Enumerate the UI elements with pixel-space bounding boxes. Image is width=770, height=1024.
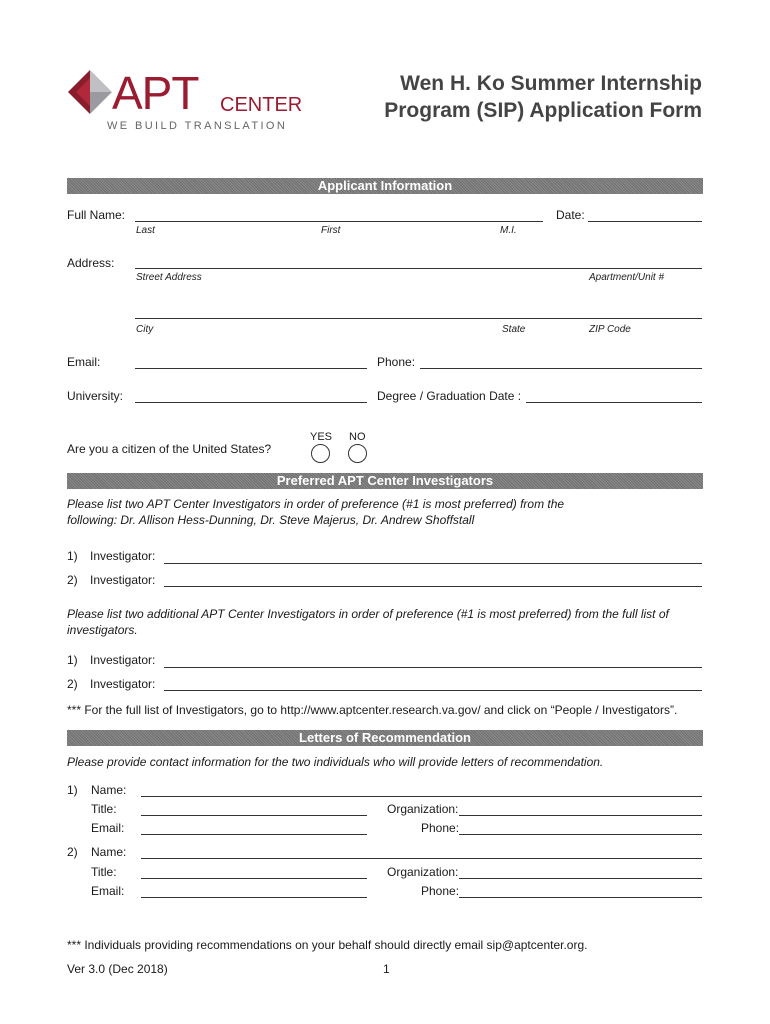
street-address-field[interactable] xyxy=(135,268,702,269)
recommender-2-title-field[interactable] xyxy=(141,878,367,879)
zip-caption: ZIP Code xyxy=(589,324,631,335)
additional-investigator-2-field[interactable] xyxy=(164,690,702,691)
recommender-2-number: 2) xyxy=(67,845,78,859)
first-name-caption: First xyxy=(321,225,341,236)
recommender-1-name-field[interactable] xyxy=(141,796,702,797)
investigators-instruction-1: Please list two APT Center Investigators in order of preference (#1 is most preferred) from the following: Dr. Allison Hess-Dunning, Dr. Steve Majerus, Dr. Andrew Shoffstall xyxy=(67,497,565,527)
recommender-2-phone-label: Phone: xyxy=(421,884,460,898)
investigator-1-field[interactable] xyxy=(164,563,702,564)
recommender-1-org-label: Organization: xyxy=(387,802,459,816)
full-name-field[interactable] xyxy=(135,221,543,222)
date-field[interactable] xyxy=(588,221,702,222)
additional-investigator-1-field[interactable] xyxy=(164,667,702,668)
degree-graduation-label: Degree / Graduation Date : xyxy=(377,389,522,403)
full-name-label: Full Name: xyxy=(67,208,126,222)
logo-tagline: WE BUILD TRANSLATION xyxy=(107,120,288,132)
section-header-investigators: Preferred APT Center Investigators xyxy=(67,473,703,489)
logo-apt-text: APT xyxy=(112,67,199,119)
form-title-line1: Wen H. Ko Summer Internship xyxy=(400,72,702,95)
investigator-1-number: 1) xyxy=(67,549,78,563)
recommender-1-email-field[interactable] xyxy=(141,834,367,835)
citizen-no-radio[interactable] xyxy=(348,444,367,463)
form-title-line2: Program (SIP) Application Form xyxy=(384,99,702,122)
investigators-instruction-2: Please list two additional APT Center Investigators in order of preference (#1 is most preferred) from the full list of investigators. xyxy=(67,607,669,637)
degree-graduation-field[interactable] xyxy=(526,402,702,403)
logo-triangle-icon xyxy=(68,70,112,116)
middle-initial-caption: M.I. xyxy=(500,225,517,236)
university-field[interactable] xyxy=(135,402,367,403)
apartment-caption: Apartment/Unit # xyxy=(589,272,665,283)
additional-investigator-2-label: Investigator: xyxy=(90,677,156,691)
recommender-2-phone-field[interactable] xyxy=(459,897,702,898)
recommender-2-name-label: Name: xyxy=(91,845,127,859)
recommender-1-number: 1) xyxy=(67,783,78,797)
section-header-applicant: Applicant Information xyxy=(67,178,703,194)
recommendation-email-note: *** Individuals providing recommendations on your behalf should directly email sip@aptcenter.org. xyxy=(67,938,588,952)
additional-investigator-1-number: 1) xyxy=(67,653,78,667)
yes-label: YES xyxy=(310,431,333,443)
recommender-1-title-field[interactable] xyxy=(141,815,367,816)
page-number: 1 xyxy=(383,962,390,976)
date-label: Date: xyxy=(556,208,585,222)
recommender-2-email-label: Email: xyxy=(91,884,125,898)
recommender-1-email-label: Email: xyxy=(91,821,125,835)
logo-center-text: CENTER xyxy=(220,94,303,116)
phone-label: Phone: xyxy=(377,355,416,369)
investigator-2-number: 2) xyxy=(67,573,78,587)
recommender-2-org-label: Organization: xyxy=(387,865,459,879)
version-footer: Ver 3.0 (Dec 2018) xyxy=(67,962,168,976)
citizen-yes-radio[interactable] xyxy=(311,444,330,463)
additional-investigator-2-number: 2) xyxy=(67,677,78,691)
recommender-1-name-label: Name: xyxy=(91,783,127,797)
address-label: Address: xyxy=(67,256,115,270)
investigators-list-note: *** For the full list of Investigators, go to http://www.aptcenter.research.va.gov/ and click on “People / Investigators”. xyxy=(67,703,678,717)
recommender-2-name-field[interactable] xyxy=(141,858,702,859)
recommender-1-phone-label: Phone: xyxy=(421,821,460,835)
additional-investigator-1-label: Investigator: xyxy=(90,653,156,667)
recommender-2-title-label: Title: xyxy=(91,865,117,879)
recommender-1-phone-field[interactable] xyxy=(459,834,702,835)
city-caption: City xyxy=(136,324,154,335)
last-name-caption: Last xyxy=(136,225,155,236)
recommender-2-org-field[interactable] xyxy=(459,878,702,879)
email-field[interactable] xyxy=(135,368,367,369)
investigator-1-label: Investigator: xyxy=(90,549,156,563)
state-caption: State xyxy=(502,324,526,335)
recommender-1-title-label: Title: xyxy=(91,802,117,816)
phone-field[interactable] xyxy=(420,368,702,369)
street-address-caption: Street Address xyxy=(136,272,202,283)
letters-instruction: Please provide contact information for the two individuals who will provide letters of recommendation. xyxy=(67,755,604,769)
university-label: University: xyxy=(67,389,124,403)
investigator-2-label: Investigator: xyxy=(90,573,156,587)
city-state-zip-field[interactable] xyxy=(135,318,702,319)
investigator-2-field[interactable] xyxy=(164,586,702,587)
email-label: Email: xyxy=(67,355,101,369)
section-header-letters: Letters of Recommendation xyxy=(67,730,703,746)
citizen-question: Are you a citizen of the United States? xyxy=(67,442,272,456)
no-label: NO xyxy=(349,431,366,443)
recommender-1-org-field[interactable] xyxy=(459,815,702,816)
recommender-2-email-field[interactable] xyxy=(141,897,367,898)
